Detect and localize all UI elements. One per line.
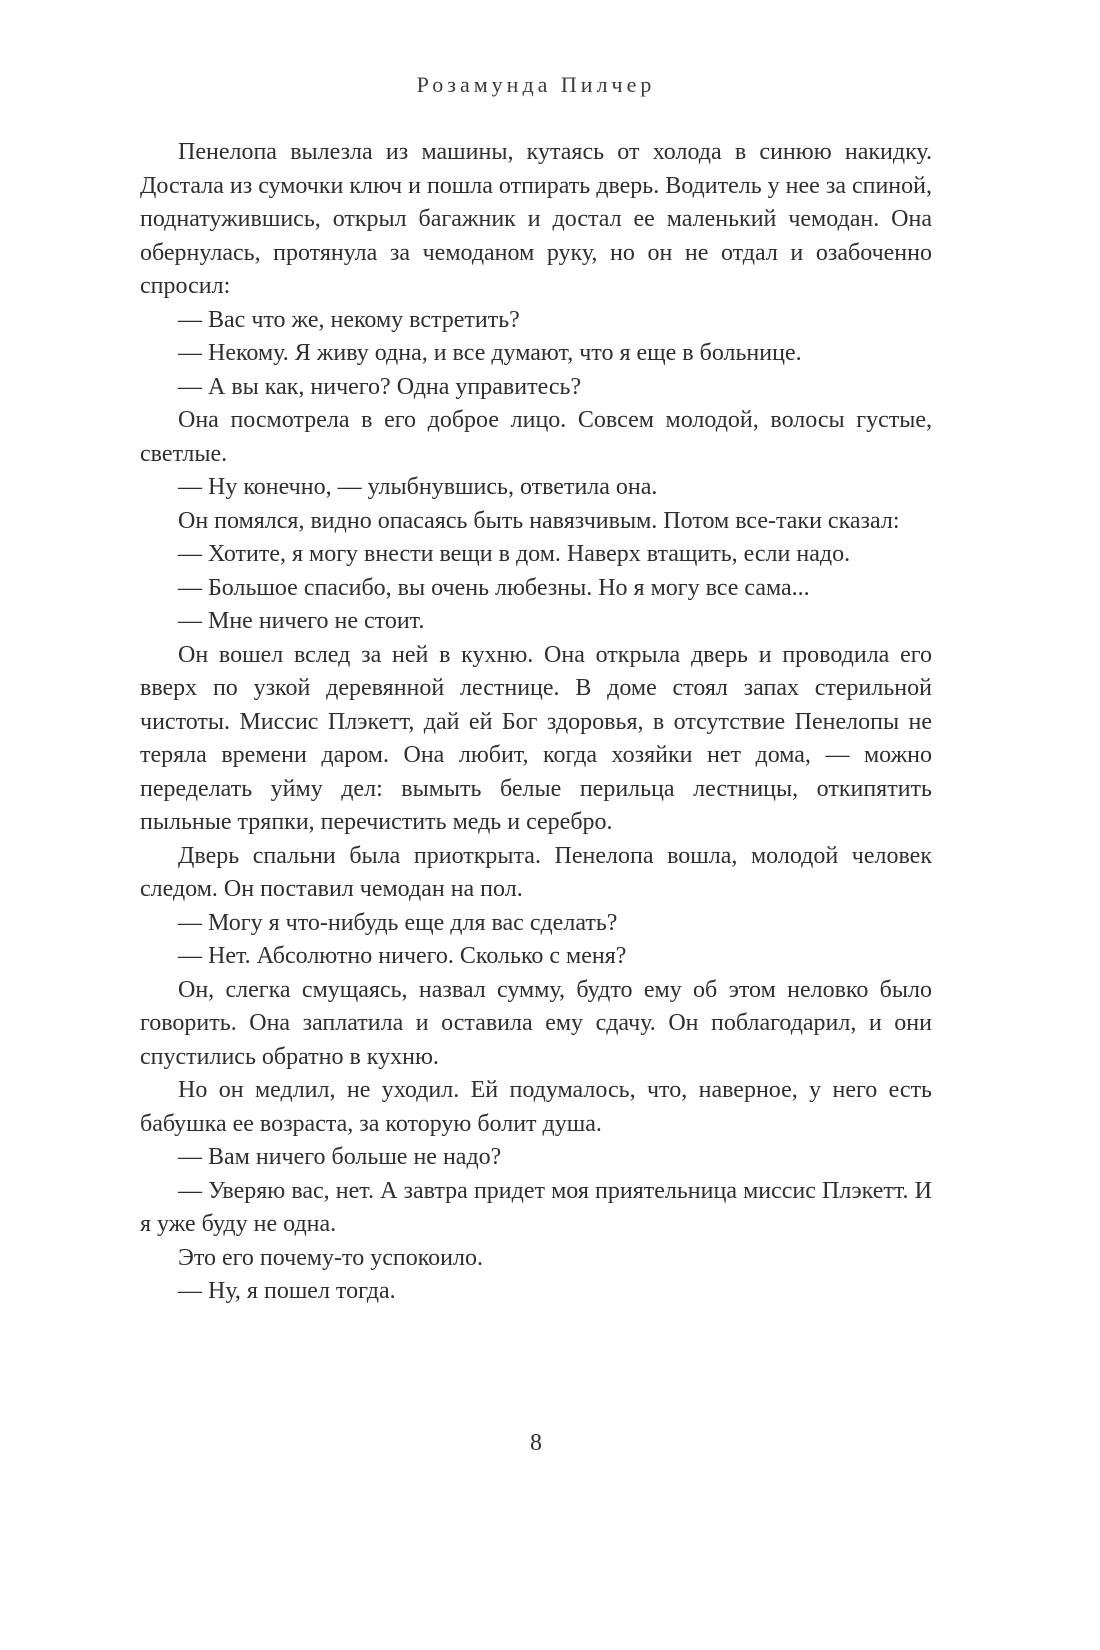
paragraph: — Вам ничего больше не надо? (178, 1144, 502, 1170)
paragraph: — Хотите, я могу внести вещи в дом. Наверх втащить, если надо. (178, 541, 851, 567)
running-header-author: Розамунда Пилчер (416, 72, 656, 97)
paragraph: Дверь спальни была приоткрыта. Пенелопа вошла, молодой человек следом. Он поставил чемодан на пол. (140, 842, 932, 902)
paragraph: Он вошел вслед за ней в кухню. Она открыла дверь и проводила его вверх по узкой деревянной лестнице. В доме стоял запах стерильной чистоты. Миссис Плэкетт, дай ей Бог здоровья, в отсутствие Пенелопы не теряла времени даром. Она любит, когда хозяйки нет дома, — можно переделать уйму дел: вымыть белые перильца лестницы, откипятить пыльные тряпки, перечистить медь и серебро. (140, 641, 932, 835)
paragraph: — Некому. Я живу одна, и все думают, что я еще в больнице. (178, 340, 802, 366)
paragraph: — Могу я что-нибудь еще для вас сделать? (178, 909, 618, 936)
paragraph: — А вы как, ничего? Одна управитесь? (178, 373, 582, 400)
paragraph: Это его почему-то успокоило. (178, 1244, 483, 1271)
paragraph: Но он медлил, не уходил. Ей подумалось, что, наверное, у него есть бабушка ее возраста, за которую болит душа. (140, 1077, 932, 1137)
page-number: 8 (530, 1430, 542, 1456)
paragraph: Он помялся, видно опасаясь быть навязчивым. Потом все-таки сказал: (178, 507, 900, 534)
paragraph: — Нет. Абсолютно ничего. Сколько с меня? (178, 943, 627, 969)
paragraph: — Мне ничего не стоит. (178, 608, 425, 634)
paragraph: — Ну, я пошел тогда. (178, 1278, 396, 1304)
paragraph: Пенелопа вылезла из машины, кутаясь от холода в синюю накидку. Достала из сумочки ключ и пошла отпирать дверь. Водитель у нее за спиной, поднатужившись, открыл багажник и достал ее маленький чемодан. Она обернулась, протянула за чемоданом руку, но он не отдал и озабоченно спросил: (140, 139, 932, 299)
paragraph: Он, слегка смущаясь, назвал сумму, будто ему об этом неловко было говорить. Она заплатила и оставила ему сдачу. Он поблагодарил, и они спустились обратно в кухню. (140, 976, 932, 1070)
paragraph: — Уверяю вас, нет. А завтра придет моя приятельница миссис Плэкетт. И я уже буду не одна. (140, 1177, 932, 1237)
paragraph: Она посмотрела в его доброе лицо. Совсем молодой, волосы густые, светлые. (140, 407, 932, 467)
page-body (140, 136, 932, 1309)
paragraph: — Большое спасибо, вы очень любезны. Но я могу все сама... (178, 574, 810, 601)
paragraph: — Ну конечно, — улыбнувшись, ответила она. (178, 474, 658, 500)
paragraph: — Вас что же, некому встретить? (178, 306, 520, 333)
